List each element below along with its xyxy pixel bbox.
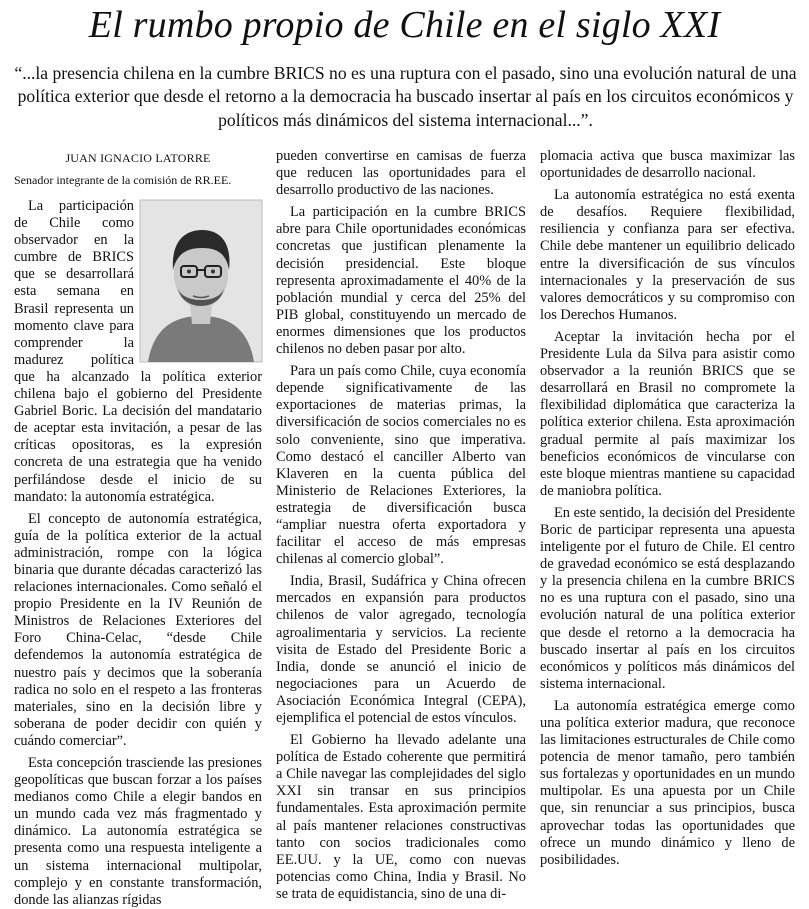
paragraph: Aceptar la invitación hecha por el Presidente Lula da Silva para asistir como observador a la reunión BRICS que se desarrollará en Brasil no compromete la flexibilidad diplomática que caracteriza la política exterior chilena. Esta aproximación gradual permite al país maximizar los beneficios económicos de vincularse con este bloque mientras mantiene su capacidad de maniobra política. xyxy=(540,328,795,499)
paragraph: India, Brasil, Sudáfrica y China ofrecen mercados en expansión para productos chilenos de valor agregado, tecnología agroalimentaria y servicios. La reciente visita de Estado del Presidente Boric a India, donde se anunció el inicio de negociaciones para un Acuerdo de Asociación Económica Integral (CEPA), ejemplifica el potencial de estos vínculos. xyxy=(276,573,526,726)
paragraph: Esta concepción trasciende las presiones geopolíticas que buscan forzar a los países medianos como Chile a elegir bandos en un mundo cada vez más fragmentado y dinámico. La autonomía estratégica se presenta como una respuesta inteligente a un sistema internacional multipolar, complejo y en constante transformación, donde las alianzas rígidas xyxy=(14,755,262,908)
paragraph: Para un país como Chile, cuya economía depende significativamente de las exportaciones de materias primas, la diversificación de socios comerciales no es solo conveniente, sino que imperativa. Como destacó el canciller Alberto van Klaveren en la cuenta pública del Ministerio de Relaciones Exteriores, la estrategia de diversificación busca “ampliar nuestra oferta exportadora y facilitar el acceso de más empresas chilenas al comercio global”. xyxy=(276,363,526,568)
author-photo xyxy=(140,200,262,362)
author-role: Senador integrante de la comisión de RR.EE. xyxy=(14,173,232,187)
article-column-3 xyxy=(540,148,795,868)
paragraph: El concepto de autonomía estratégica, guía de la política exterior de la actual administración, rompe con la lógica binaria que durante décadas caracterizó las relaciones internacionales. Como señaló el propio Presidente en la IV Reunión de Ministros de Relaciones Exteriores del Foro China-Celac, “desde Chile defendemos la autonomía estratégica de nuestro país y decimos que la soberanía radica no solo en el respeto a las fronteras materiales, sino en la decisión libre y soberana de poder decidir con quién y cuándo comerciar”. xyxy=(14,510,262,749)
paragraph: En este sentido, la decisión del Presidente Boric de participar representa una apuesta inteligente por el futuro de Chile. El centro de gravedad económico se está desplazando y la presencia chilena en la cumbre BRICS no es una ruptura con el pasado, sino una evolución natural de una política exterior que desde el retorno a la democracia ha buscado insertar al país en los circuitos económicos y políticos más dinámicos del sistema internacional. xyxy=(540,504,795,692)
portrait-image xyxy=(140,200,262,362)
article-column-2 xyxy=(276,148,526,902)
paragraph: La participación de Chile como observador en la cumbre de BRICS que se desarrollará esta semana en Brasil representa un momento clave para comprender la madurez política que ha alcanzado la política exterior chilena bajo el gobierno del Presidente Gabriel Boric. La decisión del mandatario de aceptar esta invitación, a pesar de las críticas opositoras, es la expresión concreta de una estrategia que ha venido perfilándose desde el inicio de su mandato: la autonomía estratégica. xyxy=(14,198,262,505)
headline: El rumbo propio de Chile en el siglo XXI xyxy=(88,4,721,46)
paragraph: plomacia activa que busca maximizar las oportunidades de desarrollo nacional. xyxy=(540,148,795,182)
paragraph: La autonomía estratégica emerge como una política exterior madura, que reconoce las limitaciones estructurales de Chile como potencia de menor tamaño, pero también sus fortalezas y oportunidades en un mundo multipolar. Es una apuesta por un Chile que, sin renunciar a sus principios, busca aprovechar todas las oportunidades que ofrece un mundo dinámico y lleno de posibilidades. xyxy=(540,697,795,868)
paragraph: La autonomía estratégica no está exenta de desafíos. Requiere flexibilidad, resiliencia y confianza para ser efectiva. Chile debe mantener un equilibrio delicado entre la diversificación de sus vínculos internacionales y la preservación de sus valores democráticos y su compromiso con los Derechos Humanos. xyxy=(540,187,795,323)
paragraph: pueden convertirse en camisas de fuerza que reducen las oportunidades para el desarrollo productivo de las naciones. xyxy=(276,148,526,199)
author-name: JUAN IGNACIO LATORRE xyxy=(65,151,211,165)
paragraph: El Gobierno ha llevado adelante una política de Estado coherente que permitirá a Chile navegar las complejidades del siglo XXI sin transar en sus principios fundamentales. Esta aproximación permite al país mantener relaciones constructivas tanto con socios tradicionales como EE.UU. y la UE, como con nuevas potencias como China, India y Brasil. No se trata de equidistancia, sino de una di- xyxy=(276,732,526,902)
article-column-1 xyxy=(14,148,262,908)
pull-quote: “...la presencia chilena en la cumbre BRICS no es una ruptura con el pasado, sino una evolución natural de una política exterior que desde el retorno a la democracia ha buscado insertar al país en los circuitos económicos y políticos más dinámicos del sistema internacional...”. xyxy=(14,63,797,130)
paragraph: La participación en la cumbre BRICS abre para Chile oportunidades económicas concretas que justifican plenamente la decisión presidencial. Este bloque representa aproximadamente el 40% de la población mundial y cerca del 25% del PIB global, constituyendo un mercado de enormes dimensiones que los productos chilenos no deben pasar por alto. xyxy=(276,204,526,358)
